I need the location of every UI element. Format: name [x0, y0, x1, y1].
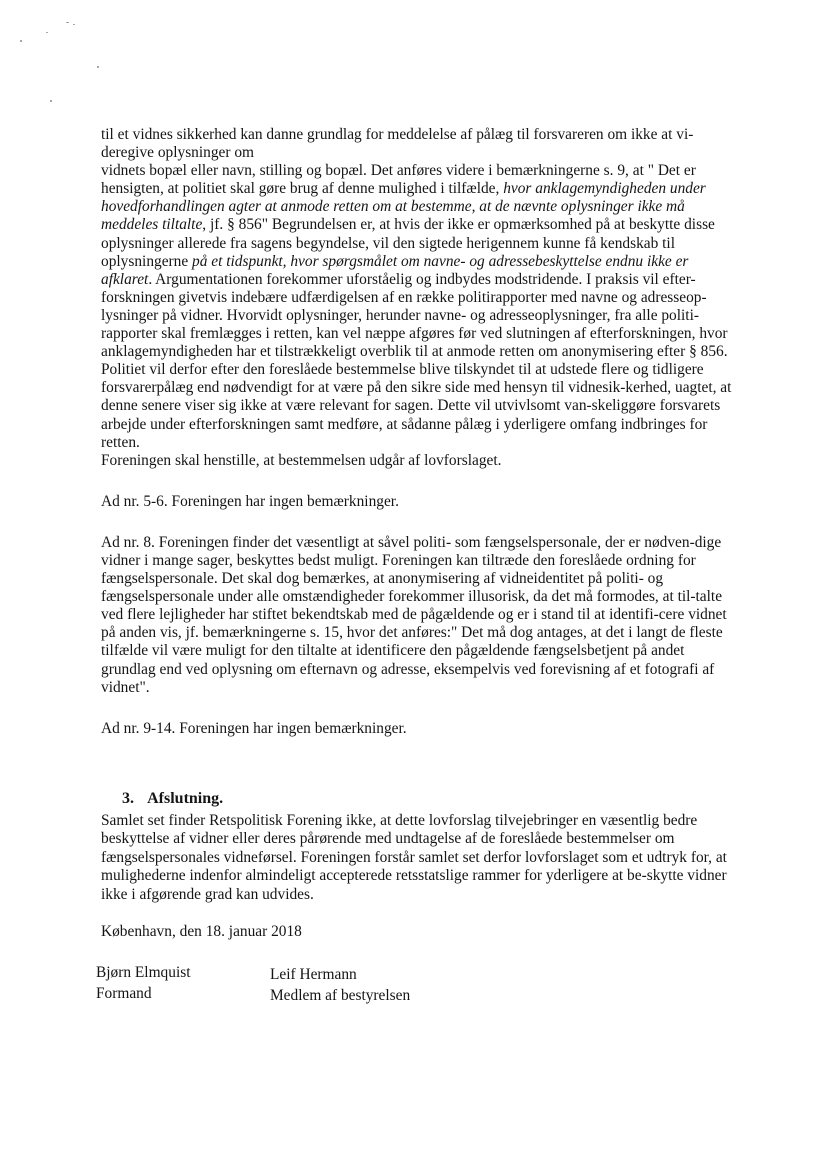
paragraph-gap: [101, 511, 733, 534]
text-run: Foreningen skal henstille, at bestemmelsen udgår af lovforslaget.: [101, 451, 502, 469]
scan-speck: [20, 40, 22, 42]
body-text: [101, 126, 733, 738]
signatory-role: Medlem af bestyrelsen: [270, 986, 411, 1004]
text-run: deregive oplysninger om: [101, 144, 255, 162]
section-title: Afslutning.: [147, 790, 224, 807]
body-paragraph: [101, 534, 733, 643]
section-number: 3.: [122, 790, 134, 807]
text-run: Ad nr. 9-14. Foreningen har ingen bemærkninger.: [101, 719, 407, 737]
text-run: til et vidnes sikkerhed kan danne grundlag for meddelelse af pålæg til forsvareren om ikke at vi-: [101, 126, 694, 143]
scan-speck: [66, 22, 69, 23]
closing-paragraph: Samlet set finder Retspolitisk Forening ikke, at dette lovforslag tilvejebringer en væsentlig bedre beskyttelse af vidner eller deres pårørende med undtagelse af de foreslåede bestemmelser om fængselspersonales vidneførsel. Foreningen forstår samlet set derfor lovforslaget som et udtryk for, at mulighederne indenfor almindeligt accepterede retsstatslige rammer for yderligere at be-skytte vidner ikke i afgørende grad kan udvides.: [101, 812, 727, 903]
text-run: Ad nr. 5-6. Foreningen har ingen bemærkninger.: [101, 492, 399, 510]
scan-speck: [73, 24, 75, 25]
paragraph-gap: [101, 470, 733, 493]
signature-block-board-member: [270, 965, 410, 1006]
signatory-name: Bjørn Elmquist: [96, 964, 191, 981]
text-run: vidnets bopæl eller navn, stilling og bopæl. Det anføres videre i bemærkningerne s. 9, at " Det er hensigten, at politiet skal gøre brug af denne mulighed i tilfælde,: [101, 162, 696, 198]
signatory-role: Formand: [96, 984, 152, 1002]
dateline: København, den 18. januar 2018: [101, 923, 302, 940]
signature-block-chair: [96, 963, 191, 1004]
italic-quote: på et tidspunkt, hvor spørgsmålet om navne- og adressebeskyttelse endnu ikke er afklaret: [101, 252, 689, 288]
section-heading: [122, 790, 223, 808]
text-run: Ad nr. 8. Foreningen finder det væsentligt at såvel politi- som fængselspersonale, der er nødven-dige vidner i mange sager, beskyttes bedst muligt. Foreningen kan tiltræde den foreslåede ordning for fængselspersonale. Det skal dog bemærkes, at anonymisering af vidneidentitet på politi- og fængselspersonale under alle omstændigheder forekommer illusorisk, da det må formodes, at til-talte ved flere lejligheder har stiftet bekendtskab med de pågældende og er i stand til at identifi-cere vidnet på anden vis, jf. bemærkningerne s. 15, hvor det anføres:" Det må dog antages, at det i langt de fleste: [101, 533, 727, 642]
scan-speck: [46, 32, 48, 33]
paragraph-gap: [101, 697, 733, 720]
body-paragraph: [101, 493, 733, 511]
body-paragraph: [101, 642, 733, 696]
body-paragraph: [101, 720, 733, 738]
body-paragraph: [101, 452, 733, 470]
body-paragraph: [101, 126, 733, 452]
text-run: . Argumentationen forekommer uforståelig og indbydes modstridende. I praksis vil efter-forskningen givetvis indebære udfærdigelsen af en række politirapporter med navne og adresseop-lysninger på vidner. Hvorvidt oplysninger, herunder navne- og adresseoplysninger, fra alle politi-rapporter skal fremlægges i retten, kan vel næppe afgøres før ved slutningen af efterforskningen, hvor anklagemyndigheden har et tilstrækkeligt overblik til at anmode retten om anonymisering efter § 856. Politiet vil derfor efter den foreslåede bestemmelse blive tilskyndet til at udstede flere og tidligere forsvarerpålæg end nødvendigt for at være på den sikre side med hensyn til vidnesik-kerhed, uagtet, at denne senere viser sig ikke at være relevant for sagen. Dette vil utvivlsomt van-skeliggøre forsvarets arbejde under efterforskningen samt medføre, at sådanne pålæg i yderligere omfang indbringes for retten.: [101, 270, 732, 451]
scan-speck: [50, 100, 52, 102]
scan-speck: [97, 66, 99, 68]
text-run: , jf. § 856" Begrundelsen er, at hvis der ikke er opmærksomhed på at beskytte disse oplysninger allerede fra sagens begyndelse, vil den sigtede herigennem kunne få kendskab til oplysningerne: [101, 216, 715, 270]
signatory-name: Leif Hermann: [270, 966, 357, 983]
text-run: tilfælde vil være muligt for den tiltalte at identificere den pågældende fængselsbetjent på andet grundlag end ved oplysning om efternavn og adresse, eksempelvis ved forevisning af et fotografi af vidnet".: [101, 642, 715, 696]
italic-quote: hvor anklagemyndigheden under hovedforhandlingen agter at anmode retten om at bestemme, at de nævnte oplysninger ikke må meddeles tiltalte: [101, 180, 706, 234]
